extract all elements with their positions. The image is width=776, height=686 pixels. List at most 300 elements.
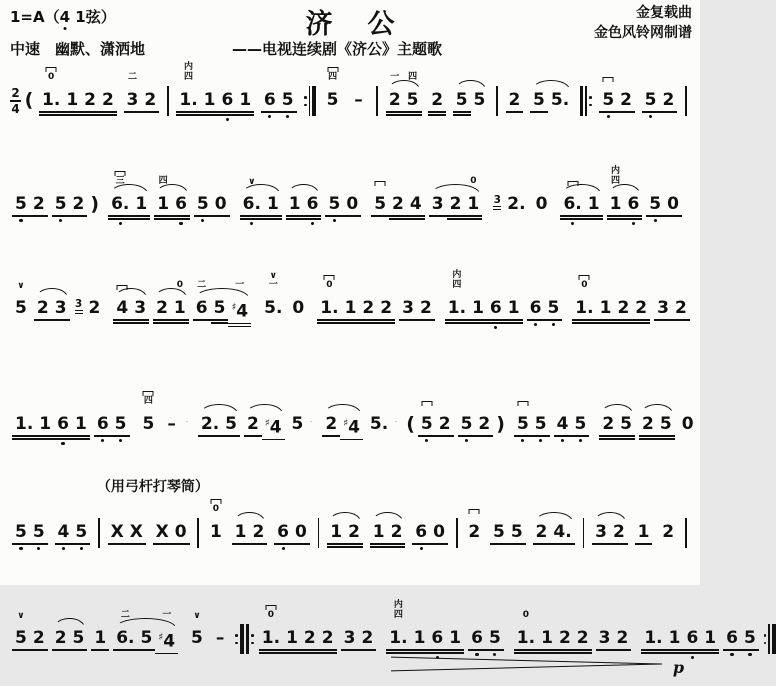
- beam-line: [613, 649, 631, 651]
- note-number: 1: [330, 522, 342, 542]
- note: [301, 628, 319, 654]
- beam-line: [428, 114, 446, 116]
- note: [597, 298, 615, 324]
- note-number: 5: [292, 414, 304, 434]
- beam-line: [412, 543, 430, 545]
- beam-line: [741, 649, 759, 651]
- beam-underlines: [214, 319, 226, 324]
- octave-dot: [333, 219, 336, 222]
- score-header: [0, 0, 700, 60]
- barline: [456, 518, 458, 548]
- beam-line: [194, 215, 212, 217]
- beam-underlines: [508, 319, 520, 324]
- note-number: 1.: [179, 90, 197, 110]
- key-low-note: 4: [60, 8, 70, 26]
- note: [52, 298, 70, 321]
- repeat-begin-sign: [580, 86, 592, 116]
- octave-dot: [649, 115, 652, 118]
- down-bow-icon: [117, 285, 128, 290]
- beam-underlines: [511, 543, 523, 545]
- beam-underlines: [530, 319, 542, 321]
- beam-line: [388, 543, 406, 545]
- note-group: [154, 194, 190, 225]
- octave-dot: [61, 442, 64, 445]
- note-number: ♯4: [231, 298, 248, 322]
- beam-line: [599, 111, 617, 113]
- note: [317, 298, 341, 324]
- beam-line: [172, 215, 190, 217]
- beam-line: [386, 114, 404, 116]
- beam-underlines: [253, 543, 265, 545]
- octave-dot: [475, 653, 478, 656]
- beam-line: [63, 111, 81, 113]
- note-number: 6: [97, 414, 109, 434]
- beam-line: [514, 435, 532, 437]
- beam-line: [701, 649, 719, 651]
- note-number: 3: [599, 628, 611, 648]
- beam-line: [701, 652, 719, 654]
- beam-underlines: [635, 319, 647, 324]
- beam-underlines: [536, 543, 548, 545]
- note-number: 5: [421, 414, 433, 434]
- note-number: 2: [577, 628, 589, 648]
- note-number: 5: [143, 414, 155, 434]
- octave-dot: [268, 115, 271, 118]
- note: [664, 194, 682, 222]
- note-number: 2: [102, 90, 114, 110]
- beam-line: [723, 649, 741, 651]
- beam-underlines: [144, 111, 156, 113]
- down-bow-icon: [421, 401, 432, 406]
- beam-line: [141, 111, 159, 113]
- time-denominator: 4: [11, 103, 19, 115]
- note: [138, 628, 156, 654]
- beam-line: [279, 111, 297, 113]
- note-group: [592, 522, 628, 545]
- note: [286, 194, 304, 225]
- music-line-3: [8, 272, 692, 356]
- note-number: 2: [325, 414, 337, 434]
- note-number: 5: [328, 194, 340, 214]
- note-number: 1: [39, 414, 51, 434]
- beam-line: [436, 435, 454, 437]
- beam-underlines: [595, 543, 607, 545]
- beam-underlines: [130, 543, 143, 545]
- note-annotations: [452, 271, 461, 290]
- beam-line: [81, 114, 99, 116]
- beam-underlines: [262, 649, 280, 654]
- fingering-annotation: 四: [452, 281, 461, 290]
- beam-underlines: [557, 435, 569, 437]
- beam-underlines: [402, 319, 414, 321]
- beam-underlines: [490, 319, 502, 324]
- beam-underlines: [204, 111, 216, 116]
- fingering-annotation: 四: [159, 177, 168, 186]
- note-group: [289, 414, 307, 435]
- beam-line: [657, 438, 675, 440]
- note-group: [39, 90, 117, 116]
- beam-underlines: [588, 215, 600, 220]
- note-number: 1: [414, 628, 426, 648]
- note: [304, 194, 322, 225]
- down-bow-icon: [567, 181, 578, 186]
- beam-underlines: [57, 435, 69, 440]
- octave-dot: [691, 656, 694, 659]
- beam-line: [596, 649, 614, 651]
- beam-line: [219, 111, 237, 113]
- beam-underlines: [111, 215, 129, 220]
- note: [418, 414, 436, 442]
- beam-line: [319, 652, 337, 654]
- beam-underlines: [667, 215, 679, 217]
- note-group: [370, 522, 406, 548]
- note-annotations: [611, 167, 620, 186]
- note-group: [723, 628, 759, 656]
- note-group: [113, 628, 178, 654]
- note: [404, 90, 422, 116]
- note-group: [325, 194, 361, 222]
- note-group: [458, 414, 494, 442]
- note: [599, 414, 617, 440]
- note-group: [607, 194, 643, 225]
- beam-line: [131, 322, 149, 324]
- note: [666, 628, 684, 659]
- beam-underlines: [645, 111, 657, 113]
- note: [279, 90, 297, 118]
- beam-line: [672, 319, 690, 321]
- beam-line: [486, 649, 504, 651]
- beam-line: [386, 111, 404, 113]
- note-number: X: [130, 522, 143, 542]
- beam-underlines: [289, 215, 301, 220]
- beam-underlines: [675, 319, 687, 321]
- note-group: [527, 298, 563, 326]
- note-number: 2: [33, 194, 45, 214]
- note-annotations: [162, 611, 171, 620]
- note-number: 1: [66, 90, 78, 110]
- note-annotations: [327, 67, 338, 82]
- beam-underlines: [517, 649, 535, 654]
- beam-line: [572, 319, 596, 321]
- note-annotations: [17, 282, 24, 290]
- note: [571, 414, 589, 442]
- octave-dot: [579, 439, 582, 442]
- beam-underlines: [533, 111, 545, 113]
- thick-barline: [580, 86, 584, 116]
- beam-line: [153, 319, 171, 321]
- beam-underlines: [141, 649, 153, 651]
- note-number: 2: [73, 194, 85, 214]
- beam-underlines: [134, 319, 146, 324]
- note: [30, 522, 48, 550]
- note-group: [289, 298, 307, 319]
- note-group: [506, 90, 524, 113]
- beam-underlines: [563, 215, 581, 220]
- beam-line: [571, 435, 589, 437]
- note-group: [153, 298, 189, 324]
- note-number: 1.: [389, 628, 407, 648]
- beam-underlines: [461, 435, 473, 437]
- beam-line: [274, 543, 292, 545]
- beam-line: [428, 111, 446, 113]
- note-number: 3: [55, 298, 67, 318]
- note-number: 6.: [111, 194, 129, 214]
- repeat-dot: [589, 96, 592, 99]
- beam-underlines: [456, 111, 468, 116]
- note-number: 1: [157, 194, 169, 214]
- note: [458, 414, 476, 442]
- note-annotations: [579, 275, 590, 290]
- beam-line: [527, 319, 545, 321]
- beam-underlines: [433, 543, 445, 545]
- beam-underlines: [478, 435, 490, 437]
- note: [30, 194, 48, 222]
- beam-underlines: [322, 649, 334, 654]
- beam-line: [286, 218, 304, 220]
- note: [464, 194, 482, 220]
- note-annotations: [408, 73, 417, 82]
- beam-underlines: [286, 649, 298, 654]
- beam-line: [429, 215, 447, 217]
- beam-line: [418, 435, 436, 437]
- note: [198, 414, 222, 437]
- beam-line: [464, 215, 482, 217]
- note-number: ♯4: [265, 414, 282, 438]
- octave-dot: [425, 439, 428, 442]
- note: [447, 194, 465, 220]
- note: [12, 194, 30, 222]
- beam-underlines: [215, 215, 227, 217]
- down-bow-icon: [517, 401, 528, 406]
- note-group: [428, 90, 446, 116]
- note-number: 5: [517, 414, 529, 434]
- note-group: [646, 194, 682, 222]
- note-number: 1.: [517, 628, 535, 648]
- note-number: 6: [686, 628, 698, 648]
- beam-line: [244, 435, 262, 437]
- beam-line: [30, 649, 48, 651]
- note-number: 0: [682, 414, 694, 434]
- beam-line: [635, 543, 653, 545]
- note-group: [52, 628, 88, 651]
- slur-arc: [535, 512, 573, 522]
- note-number: 5: [15, 298, 27, 318]
- note: [389, 194, 407, 220]
- octave-dot: [561, 439, 564, 442]
- beam-underlines: [157, 215, 169, 220]
- fingering-annotation: 内: [611, 167, 620, 176]
- beam-line: [632, 319, 650, 321]
- beam-underlines: [616, 649, 628, 651]
- beam-underlines: [264, 111, 276, 113]
- beam-line: [487, 319, 505, 321]
- note-number: 5: [225, 414, 237, 434]
- beam-line: [447, 218, 465, 220]
- piano-dynamic: p: [673, 658, 684, 677]
- note-number: 3: [432, 194, 444, 214]
- note: [345, 522, 363, 548]
- note-annotations: [235, 281, 244, 290]
- note-group: [533, 194, 551, 215]
- fingering-annotation: 二: [197, 281, 206, 290]
- note: [672, 298, 690, 321]
- note: [319, 628, 337, 654]
- note: [504, 194, 528, 215]
- note: [12, 522, 30, 550]
- note: [289, 414, 307, 435]
- beam-underlines: [575, 319, 593, 324]
- transcriber-credit: 金色风铃网制谱: [594, 23, 692, 43]
- beam-underlines: [55, 319, 67, 321]
- beam-underlines: [282, 111, 294, 113]
- beam-underlines: [431, 649, 443, 654]
- beam-underlines: [235, 543, 247, 545]
- beam-underlines: [449, 649, 461, 654]
- note-number: 6: [471, 628, 483, 648]
- beam-underlines: [344, 649, 356, 651]
- beam-underlines: [33, 649, 45, 651]
- thick-barline: [246, 624, 250, 654]
- beam-line: [386, 652, 410, 654]
- note-number: 5: [649, 194, 661, 214]
- note: [55, 522, 73, 550]
- note-annotations: [470, 177, 476, 186]
- note-number: 2: [675, 298, 687, 318]
- octave-dot: [494, 326, 497, 329]
- note: [236, 90, 254, 121]
- beam-underlines: [15, 543, 27, 545]
- beam-line: [389, 215, 407, 217]
- note: [327, 522, 345, 548]
- octave-dot: [80, 547, 83, 550]
- beam-line: [639, 435, 657, 437]
- beam-line: [99, 111, 117, 113]
- beam-underlines: [304, 649, 316, 654]
- slur-arc: [455, 80, 487, 90]
- note: [94, 414, 112, 442]
- beam-underlines: [325, 435, 337, 437]
- note-number: 5.: [551, 90, 569, 110]
- beam-line: [560, 218, 584, 220]
- note-group: [445, 298, 523, 329]
- beam-line: [654, 319, 672, 321]
- repeat-dots: [251, 634, 254, 644]
- beam-underlines: [55, 215, 67, 217]
- note-group: [244, 414, 285, 440]
- beam-line: [36, 438, 54, 440]
- note-number: 3: [402, 298, 414, 318]
- barline: [318, 518, 320, 548]
- beam-underlines: [97, 435, 109, 437]
- beam-underlines: [102, 111, 114, 116]
- note: [86, 298, 104, 319]
- note: [646, 194, 664, 222]
- note: [641, 628, 665, 659]
- beam-underlines: [225, 435, 237, 437]
- note-group: [86, 298, 104, 319]
- beam-line: [530, 111, 548, 113]
- note-group: [639, 414, 675, 440]
- note-number: 2: [156, 298, 168, 318]
- note: [386, 90, 404, 116]
- note: [532, 414, 550, 442]
- note-number: 3: [134, 298, 146, 318]
- note: [72, 522, 90, 550]
- note-number: 4: [410, 194, 422, 214]
- beam-line: [617, 435, 635, 437]
- beam-underlines: [115, 435, 127, 437]
- fingering-annotation: 四: [144, 397, 153, 406]
- note: [207, 522, 225, 543]
- note-group: [12, 298, 30, 319]
- note-number: 2: [478, 414, 490, 434]
- beam-underlines: [320, 319, 338, 324]
- note-number: 1.: [448, 298, 466, 318]
- note: [12, 298, 30, 319]
- note-annotations: [469, 509, 480, 514]
- note: [127, 522, 146, 545]
- grace-beam: [75, 310, 83, 311]
- note: [548, 90, 572, 113]
- sharp-icon: ♯: [343, 418, 348, 429]
- music-line-2: [8, 168, 692, 252]
- beam-underlines: [116, 649, 134, 651]
- note-number: 2: [439, 414, 451, 434]
- slur-arc: [324, 404, 361, 414]
- beam-line: [286, 215, 304, 217]
- note-number: 1: [373, 522, 385, 542]
- beam-underlines: [450, 215, 462, 220]
- beam-line: [446, 652, 464, 654]
- beam-line: [55, 543, 73, 545]
- note: [624, 194, 642, 225]
- tie-arc: [310, 421, 312, 430]
- beam-line: [560, 215, 584, 217]
- octave-dot: [282, 547, 285, 550]
- beam-line: [506, 111, 524, 113]
- note-group: [193, 298, 251, 327]
- note: [514, 414, 532, 442]
- note-annotations: [177, 281, 183, 290]
- beam-line: [556, 652, 574, 654]
- beam-underlines: [553, 543, 571, 545]
- note-number: 2.: [507, 194, 525, 214]
- note-number: 2: [253, 522, 265, 542]
- beam-line: [113, 649, 137, 651]
- beam-line: [91, 649, 109, 651]
- beam-line: [261, 111, 279, 113]
- note: [52, 628, 70, 651]
- note: [487, 298, 505, 329]
- note-group: [261, 298, 285, 319]
- slur-arc: [288, 184, 320, 194]
- beam-underlines: [222, 111, 234, 116]
- octave-dot: [534, 323, 537, 326]
- note: [132, 194, 150, 225]
- beam-line: [342, 319, 360, 321]
- note-number: 2: [361, 628, 373, 648]
- note: [370, 522, 388, 548]
- beam-underlines: [15, 435, 33, 440]
- note-group: [240, 194, 282, 225]
- note: [642, 90, 660, 118]
- repeat-end-sign: [764, 624, 776, 654]
- beam-underlines: [73, 649, 85, 651]
- beam-underlines: [509, 111, 521, 113]
- song-title: 济公: [0, 2, 700, 41]
- note-group: [504, 194, 528, 215]
- note-number: 3: [595, 522, 607, 542]
